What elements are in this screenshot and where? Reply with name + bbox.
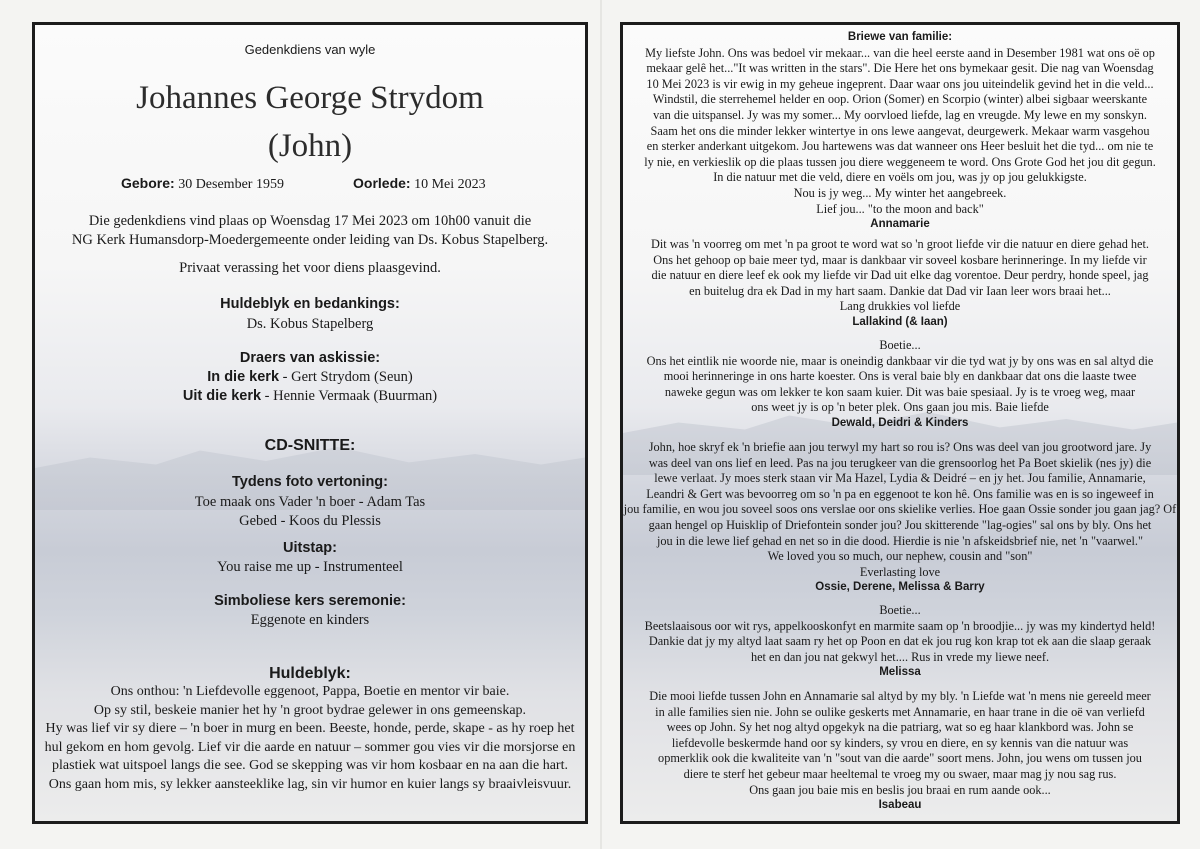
letter-line: wees op John. Sy het nog altyd opgekyk na die patriarg, wat so eg haar klankbord was. John se: [666, 720, 1134, 735]
letter-signature: Isabeau: [878, 799, 922, 812]
letter-line: Nou is jy weg... My winter het aangebreek.: [793, 185, 1007, 200]
candle-heading: Simboliese kers seremonie:: [214, 593, 406, 609]
letter-line: Ons het eintlik nie woorde nie, maar is oneindig dankbaar vir die tyd wat jy by ons was en sal altyd die: [646, 353, 1154, 368]
letter-line: opmerklik ook die kwaliteite van 'n "sout van die aarde" soort mens. John, jou wens om tussen jou: [658, 751, 1142, 766]
page-fold: [600, 0, 602, 849]
letter-line: Ons het gehoop op baie meer tyd, maar is dankbaar vir soveel kosbare herinneringe. In my liefde vir: [653, 252, 1147, 267]
candle-line: Eggenote en kinders: [250, 612, 370, 628]
letter-line: jou in die lewe lief gehad en net so in die dood. Hierdie is nie 'n afskeidsbrief nie, net 'n "vaarwel.": [656, 533, 1144, 548]
letter-line: Windstil, die sterrehemel helder en oop. Orion (Somer) en Scorpio (winter) albei sigbaar weerskante: [652, 92, 1148, 107]
deceased-name: Johannes George Strydom: [136, 80, 484, 116]
letter-annamarie: [623, 30, 1177, 233]
photo-heading: Tydens foto vertoning:: [231, 474, 388, 490]
bearers-out: [35, 387, 585, 406]
bearers-out-name: - Hennie Vermaak (Buurman): [261, 388, 438, 404]
letter-line: mooi herinneringe in ons harte koester. Ons is veral baie bly en dankbaar dat ons die laaste twee: [663, 369, 1137, 384]
letter-ossie: [623, 440, 1177, 596]
bearers-in: [35, 368, 585, 387]
letter-line: Dankie dat jy my altyd laat saam ry het op Poon en dat ek jou rug kon krap tot ek aan die slaap geraak: [648, 634, 1152, 649]
letter-line: diere te sterf het gebeur maar heeltemal te vroeg my ou swaer, maar mag jy nou sag rus.: [683, 766, 1117, 781]
exit-line: You raise me up - Instrumenteel: [217, 559, 403, 575]
huldeblyk-line: plastiek wat uitspoel langs die see. God se skepping was vir hom kosbaar en na aan die hart.: [52, 758, 568, 773]
letter-line: We loved you so much, our nephew, cousin and "son": [767, 549, 1033, 564]
pretitle: Gedenkdiens van wyle: [244, 42, 376, 57]
letter-opening: Boetie...: [879, 603, 921, 617]
letter-line: Beetslaaisous oor wit rys, appelkooskonfyt en marmite saam op 'n broodjie... jy was my kindertyd held!: [644, 618, 1156, 633]
letter-line: My liefste John. Ons was bedoel vir mekaar... van die heel eerste aand in Desember 1981 wat ons oë op: [645, 45, 1155, 60]
cremation-note: Privaat verassing het voor diens plaasgevind.: [179, 260, 441, 276]
born-date: 30 Desember 1959: [178, 177, 284, 192]
exit-heading: Uitstap:: [283, 540, 337, 556]
photo-line: Gebed - Koos du Plessis: [239, 513, 381, 529]
letter-signature: Dewald, Deidri & Kinders: [831, 416, 969, 429]
letter-line: naweke gegun was om lekker te kon saam kuier. Dit was baie spesiaal. Jy is te vroeg weg, maar: [664, 384, 1136, 399]
huldeblyk-line: Hy was lief vir sy diere – 'n boer in murg en been. Beeste, honde, perde, skape - as hy roep het: [45, 721, 575, 736]
letter-line: In die natuur met die veld, diere en voëls om jou, was jy op jou gelukkigste.: [713, 170, 1087, 185]
letter-line: Ons gaan jou baie mis en beslis jou braai en rum aande ook...: [749, 782, 1051, 797]
service-line: NG Kerk Humansdorp-Moedergemeente onder leiding van Ds. Kobus Stapelberg.: [71, 232, 549, 248]
service-line: Die gedenkdiens vind plaas op Woensdag 17 Mei 2023 om 10h00 vanuit die: [88, 213, 532, 229]
huldeblyk-line: Ons gaan hom mis, sy lekker aansteeklike lag, sin vir humor en kuier langs sy braaivleisvuur.: [48, 776, 572, 792]
letter-signature: Lallakind (& Iaan): [852, 315, 948, 328]
letters-heading: Briewe van familie:: [847, 31, 953, 43]
letter-line: John, hoe skryf ek 'n briefie aan jou terwyl my hart so rou is? Ons was deel van jou grootword jare. Jy: [648, 440, 1152, 454]
born-label: Gebore:: [121, 175, 175, 191]
letter-line: Leandri & Gert was bevoorreg om so 'n pa en eggenoot te kon hê. Ons familie was en is so ingeweef in: [646, 486, 1154, 501]
letter-line: ons weet jy is op 'n beter plek. Ons gaan jou mis. Baie liefde: [751, 400, 1049, 415]
cd-heading: CD-SNITTE:: [264, 437, 356, 454]
letter-line: Lief jou... "to the moon and back": [816, 201, 984, 216]
letter-line: mekaar gelê het..."It was written in the stars". Die Here het ons bymekaar gesit. Die nag van Woensdag: [646, 61, 1154, 76]
photo-line: Toe maak ons Vader 'n boer - Adam Tas: [194, 494, 426, 510]
died-date: 10 Mei 2023: [414, 177, 486, 192]
right-page: [620, 22, 1180, 824]
huldeblyk-heading: Huldeblyk:: [269, 665, 351, 682]
bearers-in-label: In die kerk: [207, 369, 280, 385]
letter-line: Lang drukkies vol liefde: [839, 299, 961, 314]
letter-dewald: [623, 338, 1177, 432]
service-info: [35, 212, 585, 250]
letter-line: Saam het ons die minder lekker wintertye in ons lewe aangevat, deurgewerk. Mekaar warm vasgehou: [650, 123, 1150, 138]
letter-line: Everlasting love: [859, 564, 941, 579]
letter-line: 10 Mei 2023 is vir ewig in my geheue ingeprent. Daar waar ons jou uiteindelik gevind het in die veld...: [646, 76, 1154, 91]
letter-lallakind: [623, 237, 1177, 331]
died-label: Oorlede:: [353, 175, 411, 191]
letter-signature: Annamarie: [870, 218, 930, 231]
letter-line: jou familie, en wou jou soveel soos ons verslae oor ons skielike verlies. Hoe gaan Ossie sonder jou gaan jag? Of: [623, 502, 1177, 517]
letter-line: Die mooi liefde tussen John en Annamarie sal altyd by my bly. 'n Liefde wat 'n mens nie gereeld meer: [649, 689, 1151, 703]
bearers-out-label: Uit die kerk: [182, 388, 262, 404]
letter-line: en sterker anderkant uitgekom. Jou hartewens was dat wanneer ons Heer besluit het die tyd... om nie te: [646, 139, 1154, 154]
letter-signature: Ossie, Derene, Melissa & Barry: [815, 581, 985, 594]
letter-line: gaan hengel op Huisklip of Driefontein sonder jou? Jou skitterende "lag-ogies" sal ons by bly. Ons het: [648, 517, 1152, 532]
letter-line: die natuur en diere leef ek ook my liefde vir Dad uit elke dag vorentoe. Deur perdry, honde speel, jag: [651, 268, 1149, 283]
huldeblyk-line: hul gekom en hom gevolg. Lief vir die aarde en natuur – sommer gou vies vir die morsjorse en: [44, 739, 576, 755]
letter-line: ly nie, en verkieslik op die plaas tussen jou diere weggeneem te word. Ons Grote God het jou dit gegun.: [644, 154, 1156, 169]
letter-line: en buitelug dra ek Dad in my hart saam. Dankie dat Dad vir Iaan leer wors braai het...: [689, 283, 1111, 298]
deceased-nickname: (John): [267, 128, 353, 164]
bearers-in-name: - Gert Strydom (Seun): [279, 369, 413, 385]
letter-line: Dit was 'n voorreg om met 'n pa groot te word wat so 'n groot liefde vir die natuur en diere gehad het.: [650, 237, 1150, 251]
huldeblyk-line: Op sy stil, beskeie manier het hy 'n groot bydrae gelewer in ons gemeenskap.: [93, 702, 527, 718]
tribute-heading: Huldeblyk en bedankings:: [220, 296, 400, 312]
letter-line: het en dan jou nat gekwyl het.... Rus in vrede my liewe neef.: [750, 649, 1050, 664]
bearers-heading: Draers van askissie:: [239, 350, 381, 366]
letter-signature: Melissa: [879, 666, 921, 679]
huldeblyk-text: [35, 683, 585, 794]
letter-opening: Boetie...: [879, 338, 921, 352]
letter-isabeau: [623, 689, 1177, 814]
letter-line: in alle families sien nie. John se oulike geskerts met Annamarie, en haar trane in die oë van verliefd: [655, 704, 1145, 719]
huldeblyk-line: Ons onthou: 'n Liefdevolle eggenoot, Pappa, Boetie en mentor vir baie.: [110, 684, 510, 699]
letter-line: liefdevolle beskermde hand oor sy kinders, sy vrou en diere, en sy kennis van die natuur was: [671, 735, 1129, 750]
left-page: [32, 22, 588, 824]
letter-line: lewe verlaat. Jy moes sterk staan vir Ma Hazel, Lydia & Deidré – en jy het. Jou familie, Annamarie,: [654, 471, 1146, 486]
letter-line: was deel van ons lief en leed. Pas na jou terugkeer van die grensoorlog het Pa Boet skielik (nes jy) die: [648, 455, 1152, 470]
tribute-name: Ds. Kobus Stapelberg: [246, 316, 374, 332]
letter-line: van die uitspansel. Jy was my somer... My oorvloed liefde, lag en vreugde. My lewe en my sonskyn.: [653, 107, 1147, 122]
letter-melissa: [623, 603, 1177, 681]
